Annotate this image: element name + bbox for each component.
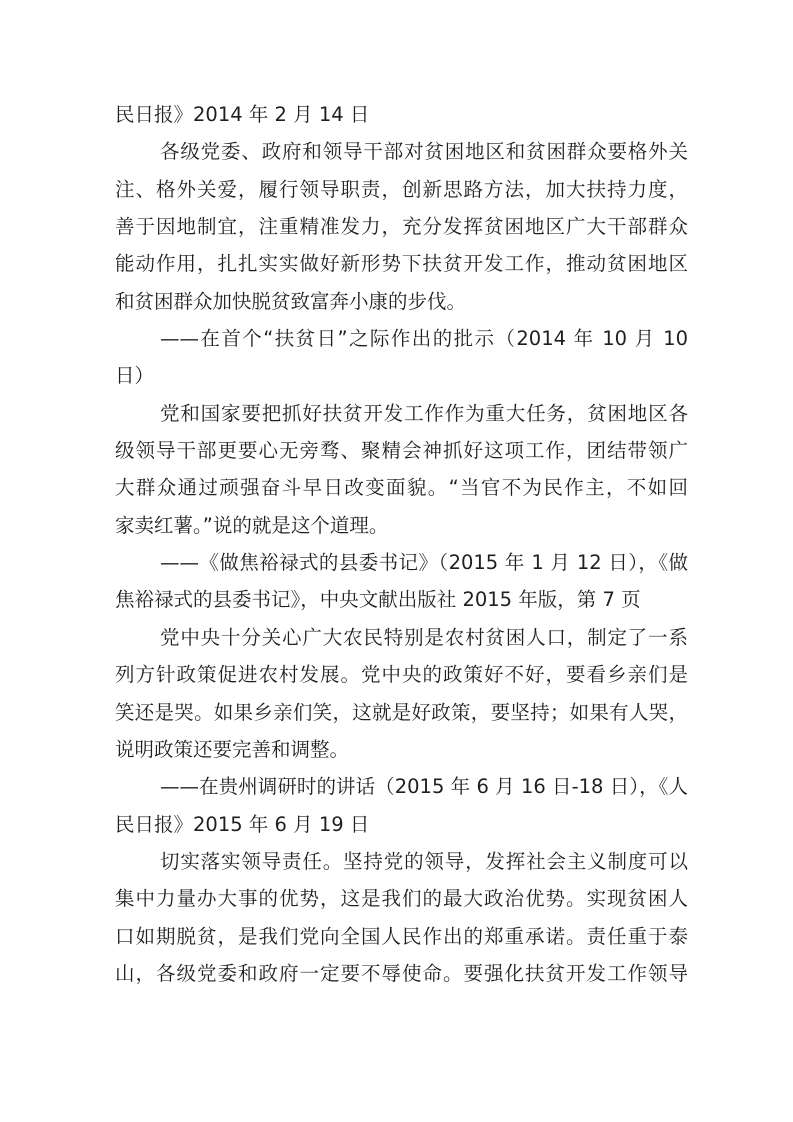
document-body [115,96,688,992]
paragraph-citation [115,768,688,843]
text-line: 善于因地制宜，注重精准发力，充分发挥贫困地区广大干部群众 [115,215,688,239]
text-line: 列方针政策促进农村发展。党中央的政策好不好，要看乡亲们是 [115,663,688,687]
text-line: 民日报》2014 年 2 月 14 日 [115,103,370,126]
paragraph-citation [115,320,688,395]
text-line: 切实落实领导责任。坚持党的领导，发挥社会主义制度可以 [160,849,688,873]
text-line: 民日报》2015 年 6 月 19 日 [115,812,370,836]
text-line: 党和国家要把抓好扶贫开发工作作为重大任务，贫困地区各 [160,401,688,425]
text-line: 说明政策还要完善和调整。 [115,737,350,761]
text-line: 和贫困群众加快脱贫致富奔小康的步伐。 [115,289,467,313]
text-line: 笑还是哭。如果乡亲们笑，这就是好政策，要坚持；如果有人哭， [115,700,688,724]
text-line: ——《做焦裕禄式的县委书记》（2015 年 1 月 12 日），《做 [160,551,688,575]
text-line: 家卖红薯。”说的就是这个道理。 [115,513,389,537]
paragraph-quote [115,619,688,768]
text-line: 能动作用，扎扎实实做好新形势下扶贫开发工作，推动贫困地区 [115,252,688,276]
text-line: 口如期脱贫，是我们党向全国人民作出的郑重承诺。责任重于泰 [115,924,688,948]
paragraph-citation-continuation [115,96,688,133]
text-line: 党中央十分关心广大农民特别是农村贫困人口，制定了一系 [160,625,688,649]
text-line: 大群众通过顽强奋斗早日改变面貌。“当官不为民作主，不如回 [115,476,688,500]
text-line: 山，各级党委和政府一定要不辱使命。要强化扶贫开发工作领导 [115,961,688,985]
text-line: 级领导干部更要心无旁骛、聚精会神抓好这项工作，团结带领广 [115,439,688,463]
text-line: 各级党委、政府和领导干部对贫困地区和贫困群众要格外关 [160,140,688,164]
paragraph-quote [115,395,688,544]
text-line: 注、格外关爱，履行领导职责，创新思路方法，加大扶持力度， [115,177,688,201]
text-line: ——在贵州调研时的讲话（2015 年 6 月 16 日-18 日），《人 [160,775,688,799]
text-line: ——在首个“扶贫日”之际作出的批示（2014 年 10 月 10 [160,327,688,351]
paragraph-quote [115,843,688,992]
paragraph-citation [115,544,688,619]
text-line: 日） [115,364,155,388]
text-line: 焦裕禄式的县委书记》，中央文献出版社 2015 年版，第 7 页 [115,588,641,612]
text-line: 集中力量办大事的优势，这是我们的最大政治优势。实现贫困人 [115,887,688,911]
paragraph-quote [115,133,688,320]
